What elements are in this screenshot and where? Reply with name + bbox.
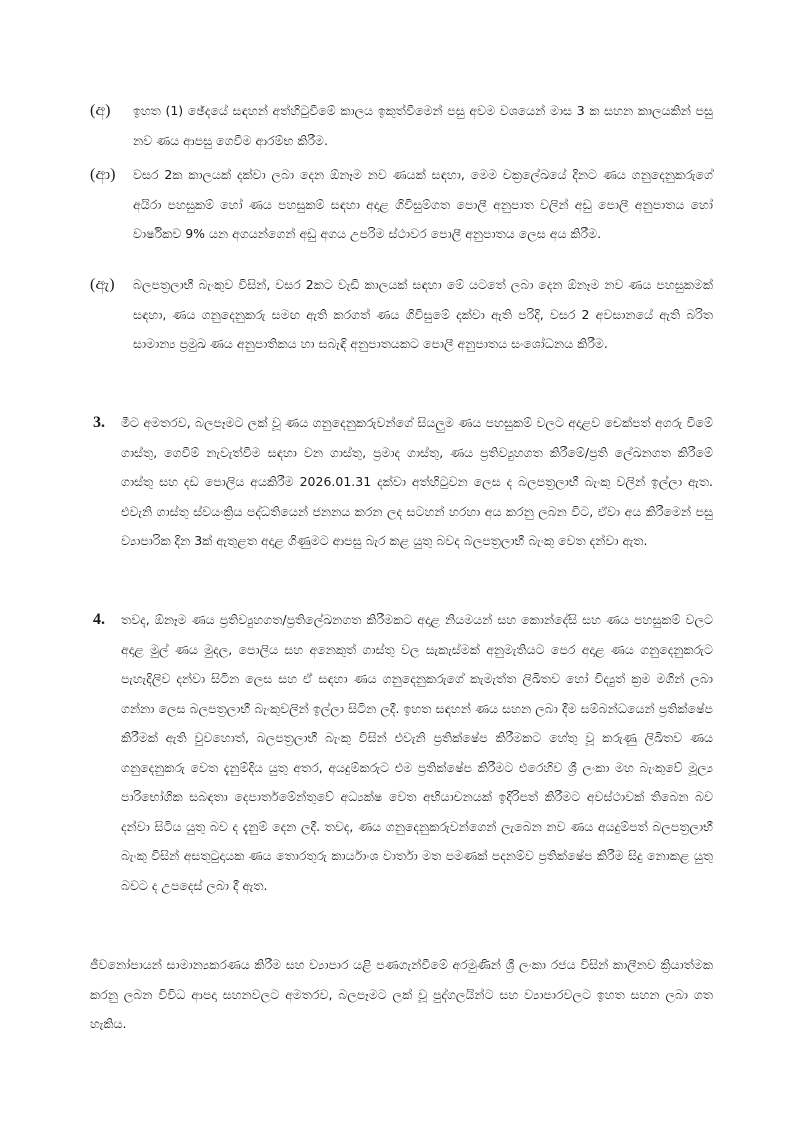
sub-item-text: බලපත්‍රලාභී බැංකුව විසින්, වසර 2කට වැඩි කාලයක් සඳහා මේ යටතේ ලබා දෙන ඕනෑම නව ණය පහසුකමක් සඳහා, ණය ගනුදෙනුකරු සමඟ ඇති කරගත් ණය ගිවිසුමේ දක්වා ඇති පරිදි, වසර 2 අවසානයේ ඇති බරිත සාමාන්‍ය ප්‍රමුඛ ණය අනුපාතිකය හා සබැඳි අනුපාතයකට පොලී අනුපාතය සංශෝධනය කිරීම.: [133, 277, 713, 351]
closing-paragraph: [90, 950, 713, 1039]
sub-item-label: (ආ): [90, 166, 116, 183]
item-text: තවද, ඕනෑම ණය ප්‍රතිව්‍යුහගත/ප්‍රතිලේඛනගත කිරීමකට අදාළ නියමයන් සහ කොන්දේසි සහ ණය පහසුකම් වලට අදාළ මුල් ණය මුදල, පොලිය සහ අනෙකුත් ගාස්තු වල සැකැස්මක් අනුමැතියට පෙර අදාළ ණය ගනුදෙනුකරුට පැහැදිලිව දන්වා සිටින ලෙස සහ ඒ සඳහා ණය ගනුදෙනුකරුගේ කැමැත්ත ලිඛිතව හෝ විද්‍යුත් ක්‍රම මගින් ලබා ගන්නා ලෙස බලපත්‍රලාභී බැංකුවලින් ඉල්ලා සිටින ලදී. ඉහත සඳහන් ණය සහන ලබා දීම සම්බන්ධයෙන් ප්‍රතික්ෂේප කිරීමක් ඇති වුවහොත්, බලපත්‍රලාභී බැංකු විසින් එවැනි ප්‍රතික්ෂේප කිරීමකට හේතු වූ කරුණු ලිඛිතව ණය ගනුදෙනුකරු වෙත දැනුම්දිය යුතු අතර, අයදුම්කරුට එම ප්‍රතික්ෂේප කිරීමට එරෙහිව ශ්‍රී ලංකා මහ බැංකුවේ මූල්‍ය පාරිභෝගික සබඳතා දෙපාර්තමේන්තුවේ අධ්‍යක්ෂ වෙත අභියාචනයක් ඉදිරිපත් කිරීමට අවස්ථාවක් තිබෙන බව දන්වා සිටිය යුතු බව ද දැනුම් දෙන ලදී. තවද, ණය ගනුදෙනුකරුවන්ගෙන් ලැබෙන නව ණය අයදුම්පත් බලපත්‍රලාභී බැංකු විසින් අසතුටුදායක ණය තොරතුරු කාර්යාංශ වාර්තා මත පමණක් පදනම්ව ප්‍රතික්ෂේප කිරීම සිදු නොකළ යුතු බවට ද උපදෙස් ලබා දී ඇත.: [121, 612, 713, 893]
item-number: 4.: [93, 611, 105, 628]
sub-item-text: ඉහත (1) ඡේදයේ සඳහන් අත්හිටුවීමේ කාලය ඉකුත්වීමෙන් පසු අවම වශයෙන් මාස 3 ක සහන කාලයකින් පසු නව ණය ආපසු ගෙවීම ආරම්භ කිරීම.: [133, 103, 713, 148]
item-number: 3.: [93, 414, 105, 431]
closing-text: ජීවනෝපායන් සාමාන්‍යකරණය කිරීම සහ ව්‍යාපාර යළි පණගැන්වීමේ අරමුණින් ශ්‍රී ලංකා රජය විසින් කාලීනව ක්‍රියාත්මක කරනු ලබන විවිධ ආපදා සහනවලට අමතරව, බලපෑමට ලක් වූ පුද්ගලයින්ට සහ ව්‍යාපාරවලට ඉහත සහන ලබා ගත හැකිය.: [90, 957, 713, 1031]
item-text: මීට අමතරව, බලපෑමට ලක් වූ ණය ගනුදෙනුකරුවන්ගේ සියලුම ණය පහසුකම් වලට අදාළව චෙක්පත් අගරු වීමේ ගාස්තු, ගෙවීම් නැවැත්වීම සඳහා වන ගාස්තු, ප්‍රමාද ගාස්තු, ණය ප්‍රතිව්‍යුහගත කිරීමේ/ප්‍රති ලේඛනගත කිරීමේ ගාස්තු සහ දඩ පොලිය අයකිරීම 2026.01.31 දක්වා අත්හිටුවන ලෙස ද බලපත්‍රලාභී බැංකු වලින් ඉල්ලා ඇත. එවැනි ගාස්තු ස්වයංක්‍රිය පද්ධතියෙන් ජනනය කරන ලද සටහන් හරහා අය කරනු ලබන විට, ඒවා අය කිරීමෙන් පසු ව්‍යාපාරික දින 3ක් ඇතුළත අදාළ ගිණුමට ආපසු බැර කළ යුතු බවද බලපත්‍රලාභී බැංකු වෙත දන්වා ඇත.: [121, 415, 713, 548]
sub-item-label: (අ): [90, 102, 111, 119]
sub-item-label: (ඇ): [90, 276, 115, 293]
sub-item-text: වසර 2ක කාලයක් දක්වා ලබා දෙන ඕනෑම නව ණයක් සඳහා, මෙම චක්‍රලේඛයේ දිනට ණය ගනුදෙනුකරුගේ අයිරා පහසුකම් හෝ ණය පහසුකම් සඳහා අදාළ ගිවිසුම්ගත පොලී අනුපාත වලින් අඩු පොලී අනුපාතය හෝ වාර්ෂිකව 9% යන අගයන්ගෙන් අඩු අගය උපරිම ස්ථාවර පොලී අනුපාතය ලෙස අය කිරීම.: [133, 167, 713, 241]
